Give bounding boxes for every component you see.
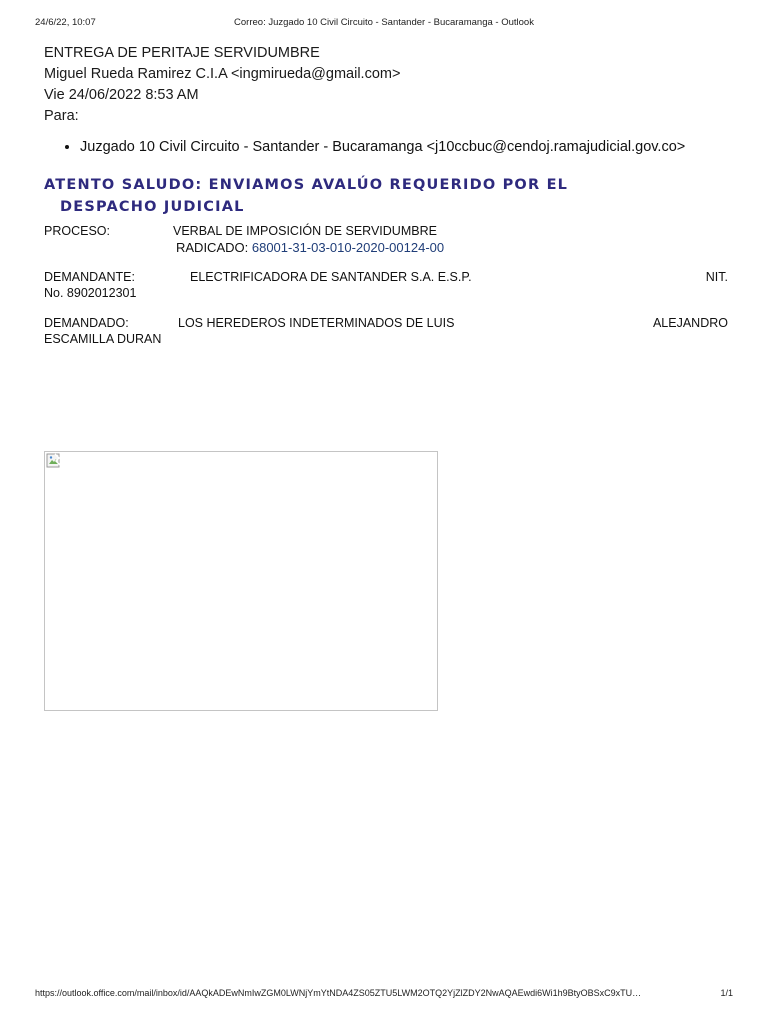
broken-image-icon [46, 453, 62, 469]
print-date: 24/6/22, 10:07 [35, 17, 96, 28]
radicado-label: RADICADO: [176, 240, 249, 255]
demandante-nit-number: No. 8902012301 [44, 286, 137, 300]
recipient-item[interactable]: • Juzgado 10 Civil Circuito - Santander - Bucaramanga <j10ccbuc@cendoj.ramajudicial.gov.co> [80, 137, 734, 158]
print-title: Correo: Juzgado 10 Civil Circuito - Santander - Bucaramanga - Outlook [234, 17, 534, 28]
proceso-value: VERBAL DE IMPOSICIÓN DE SERVIDUMBRE [173, 224, 437, 238]
email-message [44, 43, 734, 350]
recipient-list [44, 137, 734, 158]
headline-line-2: DESPACHO JUDICIAL [60, 199, 245, 215]
demandado-value-cont: ALEJANDRO [652, 316, 728, 330]
radicado-link[interactable]: 68001-31-03-010-2020-00124-00 [251, 240, 445, 255]
print-header [35, 17, 733, 31]
print-url: https://outlook.office.com/mail/inbox/id/AAQkADEwNmIwZGM0LWNjYmYtNDA4ZS05ZTU5LWM2OTQ2YjZlZDY2NwAQAEwdi6Wi1h9BtyOBSxC9xTU… [35, 988, 642, 998]
demandado-value: LOS HEREDEROS INDETERMINADOS DE LUIS [178, 316, 455, 330]
proceso-label: PROCESO: [44, 224, 110, 238]
email-subject: ENTREGA DE PERITAJE SERVIDUMBRE [44, 45, 320, 61]
email-sent-date: Vie 24/06/2022 8:53 AM [44, 87, 199, 103]
headline-line-1: ATENTO SALUDO: ENVIAMOS AVALÚO REQUERIDO POR EL [44, 177, 569, 193]
radicado [176, 240, 444, 255]
email-sender[interactable]: Miguel Rueda Ramirez C.I.A <ingmirueda@gmail.com> [44, 66, 401, 82]
page-number: 1/1 [720, 988, 733, 998]
embedded-image-placeholder[interactable] [44, 451, 438, 711]
demandante-nit-label: NIT. [705, 270, 728, 284]
print-footer [35, 988, 733, 1002]
demandado-label: DEMANDADO: [44, 316, 129, 330]
email-to-label: Para: [44, 108, 79, 124]
body-headline [44, 174, 734, 218]
demandante-value: ELECTRIFICADORA DE SANTANDER S.A. E.S.P. [190, 270, 472, 284]
demandado-row [44, 316, 734, 350]
demandante-row [44, 270, 734, 304]
proceso-row [44, 224, 734, 258]
demandante-label: DEMANDANTE: [44, 270, 135, 284]
demandado-value-end: ESCAMILLA DURAN [44, 332, 162, 346]
